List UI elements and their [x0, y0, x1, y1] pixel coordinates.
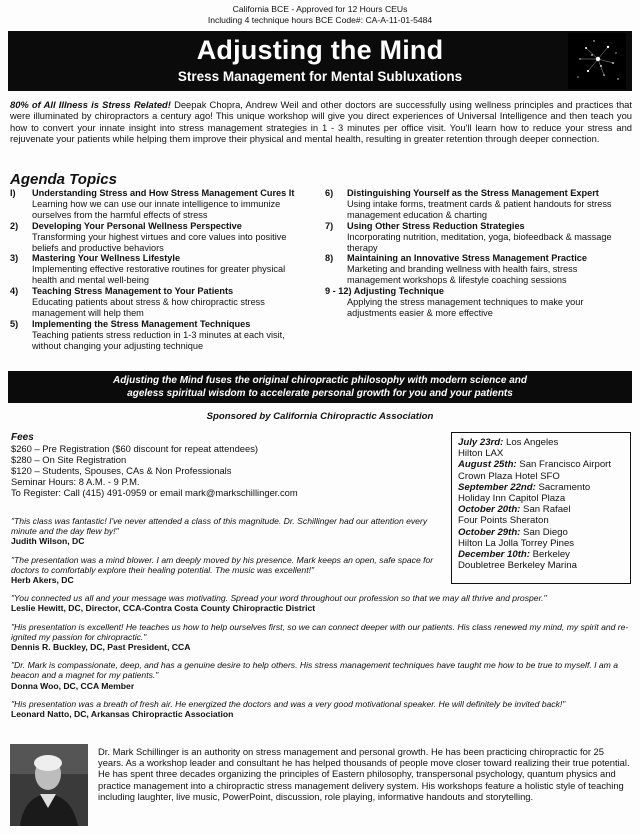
schedule-city: San Diego	[520, 526, 568, 538]
portrait-icon	[10, 744, 88, 826]
intro-text: Deepak Chopra, Andrew Weil and other doctors are successfully using wellness principles and practices that were illuminated by chiropractors a century ago! This unique workshop will give you direct experiences of Universal Intelligence and then teach you how to convert your innate insight into stress management strategies in 1 - 3 minutes per office visit. You'll learn how to reduce your stress and rejuvenate your patients while helping them improve their physical and mental health, resulting in greater retention through deeper connection.	[10, 99, 632, 145]
testimonial-quote: "This class was fantastic! I've never attended a class of this magnitude. Dr. Schillinger had our attention every minute and the day flew by!"	[11, 516, 428, 537]
agenda-item	[10, 319, 310, 352]
agenda-item	[10, 221, 310, 254]
schedule-venue: Doubletree Berkeley Marina	[458, 560, 577, 572]
testimonial	[11, 660, 631, 691]
testimonial-author: Donna Woo, DC, CCA Member	[11, 680, 135, 691]
agenda-item-desc: Transforming your highest virtues and core values into positive beliefs and productive behaviors	[32, 231, 287, 253]
schedule-city: Sacramento	[535, 481, 591, 493]
schedule-entry	[458, 437, 624, 448]
testimonial	[11, 593, 631, 613]
agenda-item-desc: Learning how we can use our innate intelligence to immunize ourselves from the harmful effects of stress	[32, 198, 281, 220]
schedule-city: San Rafael	[520, 504, 571, 516]
agenda-item-title: Teaching Stress Management to Your Patients	[32, 286, 234, 297]
agenda-item-number: 3)	[10, 253, 19, 264]
tagline-banner	[8, 371, 632, 403]
agenda-item-title: Mastering Your Wellness Lifestyle	[32, 253, 181, 264]
agenda-item-title: Using Other Stress Reduction Strategies	[347, 220, 525, 231]
fees-section	[11, 432, 441, 498]
testimonial-author: Leslie Hewitt, DC, Director, CCA-Contra Costa County Chiropractic District	[11, 603, 316, 614]
agenda-item-desc: Educating patients about stress & how chiropractic stress management will help them	[32, 297, 265, 318]
schedule-date: August 25th:	[458, 459, 517, 471]
agenda-item-number: 4)	[10, 286, 19, 297]
schedule-venue: Four Points Sheraton	[458, 515, 549, 527]
agenda-item-desc: Implementing effective restorative routines for greater physical health and mental well-being	[32, 264, 286, 286]
seminar-hours: Seminar Hours: 8 A.M. - 9 P.M.	[11, 476, 140, 487]
testimonial-quote: "Dr. Mark is compassionate, deep, and has a genuine desire to help others. His stress management techniques have taught me how to be true to myself. I am a beacon and a magnet for my patients."	[11, 660, 619, 681]
agenda-item-desc: Marketing and branding wellness with health fairs, stress management workshops & lifestyle coaching sessions	[347, 264, 578, 286]
agenda-item-title: Adjusting Technique	[353, 286, 444, 297]
agenda-item	[10, 253, 310, 286]
title-banner	[8, 31, 632, 91]
agenda-item-title: Developing Your Personal Wellness Perspective	[32, 220, 242, 231]
fee-line: $120 – Students, Spouses, CAs & Non Professionals	[11, 465, 232, 476]
agenda-item	[325, 188, 630, 221]
testimonial-quote: "The presentation was a mind blower. I am deeply moved by his presence. Mark keeps an open, safe space for doctors to comfortably explore their healing potential. The music was excellent!"	[11, 554, 434, 575]
ceu-approval-line: California BCE - Approved for 12 Hours CEUs	[232, 4, 408, 14]
fees-heading: Fees	[11, 432, 34, 443]
bce-code-line: Including 4 technique hours BCE Code#: CA-A-11-01-5484	[207, 15, 433, 25]
agenda-item	[10, 188, 310, 221]
agenda-item-number: 6)	[325, 188, 334, 198]
tagline-line-2: ageless spiritual wisdom to accelerate personal growth for you and your patients	[127, 387, 513, 399]
agenda-item-desc: Using intake forms, treatment cards & patient handouts for stress management education & charting	[347, 198, 612, 220]
agenda-item-number: 7)	[325, 220, 334, 231]
agenda-column-right	[325, 188, 630, 319]
agenda-item	[325, 253, 630, 286]
ceu-approval-header	[0, 4, 640, 26]
schedule-date: October 29th:	[458, 526, 521, 538]
agenda-item	[10, 286, 310, 319]
testimonial-quote: "His presentation is excellent! He teaches us how to help ourselves first, so we can connect deeper with our patients. His class renewed my mind, my spirit and re-ignited my passion for chiropractic."	[11, 621, 629, 642]
testimonial-author: Herb Akers, DC	[11, 575, 74, 586]
schedule-date: July 23rd:	[458, 437, 504, 448]
agenda-item-title: Maintaining an Innovative Stress Management Practice	[347, 253, 587, 264]
testimonial	[11, 516, 443, 547]
testimonials	[11, 516, 631, 727]
schedule-date: October 20th:	[458, 504, 521, 516]
author-photo	[10, 744, 88, 826]
agenda-column-left	[10, 188, 310, 352]
sponsor-line: Sponsored by California Chiropractic Association	[206, 411, 434, 422]
schedule-venue: Hilton LAX	[458, 448, 504, 460]
schedule-venue: Crown Plaza Hotel SFO	[458, 470, 560, 482]
agenda-item-number: 8)	[325, 253, 334, 264]
testimonial	[11, 699, 631, 719]
agenda-item-number: 9 - 12)	[325, 286, 352, 297]
agenda-item	[325, 221, 630, 254]
schedule-entry	[458, 459, 624, 470]
page-title: Adjusting the Mind	[196, 35, 444, 65]
testimonial-author: Dennis R. Buckley, DC, Past President, CCA	[11, 642, 191, 653]
schedule-city: San Francisco Airport	[516, 459, 612, 471]
agenda-item-number: 5)	[10, 318, 19, 329]
schedule-city: Berkeley	[529, 549, 570, 561]
testimonial-author: Judith Wilson, DC	[11, 536, 85, 547]
tagline-line-1: Adjusting the Mind fuses the original chiropractic philosophy with modern science and	[113, 375, 527, 386]
agenda-item	[325, 286, 630, 319]
testimonial-author: Leonard Natto, DC, Arkansas Chiropractic Association	[11, 709, 234, 720]
schedule-entry	[458, 482, 624, 493]
agenda-item-number: I)	[10, 188, 16, 198]
agenda-item-number: 2)	[10, 220, 19, 231]
author-bio: Dr. Mark Schillinger is an authority on stress management and personal growth. He has been practicing chiropractic for 25 years. As a workshop leader and consultant he has helped thousands of people move closer toward realizing their true potential. He has spent three decades organizing the principles of Eastern philosophy, transpersonal psychology, quantum physics and practice management into a chiropractic stress management delivery system. His workshops feature a holistic style of teaching including laughter, live music, PowerPoint, discussion, role playing, informative handouts and storytelling.	[98, 746, 630, 802]
testimonial	[11, 555, 443, 586]
schedule-venue: Holiday Inn Capitol Plaza	[458, 493, 566, 505]
page-subtitle: Stress Management for Mental Subluxations	[177, 69, 463, 84]
agenda-item-desc: Incorporating nutrition, meditation, yoga, biofeedback & massage therapy	[347, 231, 612, 253]
registration-contact: To Register: Call (415) 491-0959 or email mark@markschillinger.com	[11, 487, 298, 498]
testimonial	[11, 622, 631, 653]
schedule-entry	[458, 504, 624, 515]
schedule-venue: Hilton La Jolla Torrey Pines	[458, 537, 575, 549]
fee-line: $260 – Pre Registration ($60 discount for repeat attendees)	[11, 443, 259, 454]
intro-lead: 80% of All Illness is Stress Related!	[10, 99, 171, 110]
agenda-item-title: Understanding Stress and How Stress Management Cures It	[32, 188, 295, 198]
agenda-item-title: Distinguishing Yourself as the Stress Management Expert	[347, 188, 599, 198]
fee-line: $280 – On Site Registration	[11, 454, 127, 465]
testimonial-quote: "You connected us all and your message was motivating. Spread your word throughout our profession so that we may all thrive and prosper."	[11, 593, 547, 604]
agenda-item-desc: Applying the stress management techniques to make your adjustments easier & more effective	[347, 297, 584, 318]
intro-paragraph	[10, 99, 632, 145]
schedule-date: September 22nd:	[458, 481, 536, 493]
agenda-heading: Agenda Topics	[10, 171, 117, 188]
agenda-item-desc: Teaching patients stress reduction in 1-3 minutes at each visit, without changing your adjusting technique	[32, 329, 285, 351]
schedule-city: Los Angeles	[503, 437, 559, 448]
starburst-logo-icon	[568, 33, 626, 89]
testimonial-quote: "His presentation was a breath of fresh air. He energized the doctors and was a very good motivational speaker. He will definitely be invited back!"	[11, 698, 566, 709]
schedule-date: December 10th:	[458, 549, 530, 561]
agenda-item-title: Implementing the Stress Management Techniques	[32, 318, 251, 329]
